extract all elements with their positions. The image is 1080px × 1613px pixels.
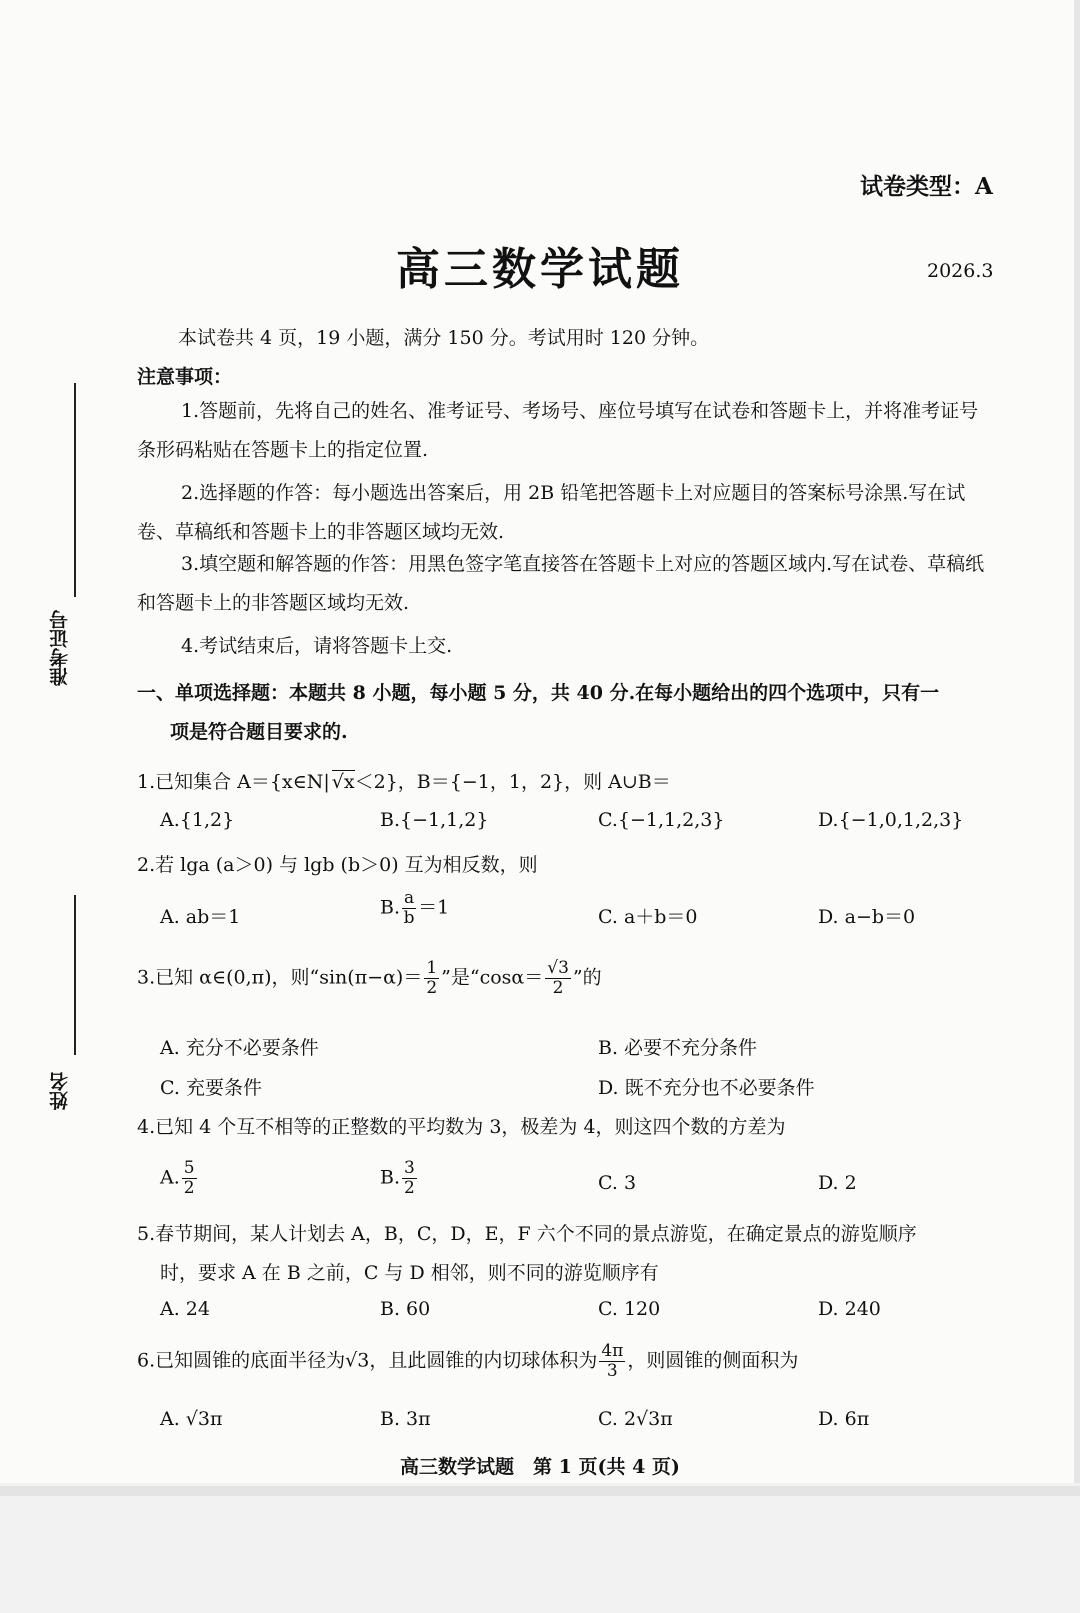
exam-intro: 本试卷共 4 页，19 小题，满分 150 分。考试用时 120 分钟。	[178, 327, 710, 349]
notice-item-4: 4.考试结束后，请将答题卡上交.	[181, 635, 453, 657]
fraction: $\frac{a}{b}$	[403, 888, 415, 928]
question-3-option-d: D. 既不充分也不必要条件	[598, 1077, 815, 1099]
question-5-stem-line1: 5.春节期间，某人计划去 A，B，C，D，E，F 六个不同的景点游览，在确定景点的游览顺序	[137, 1223, 917, 1245]
question-2-option-c: C. a＋b＝0	[598, 906, 698, 928]
notice-item-1: 1.答题前，先将自己的姓名、准考证号、考场号、座位号填写在试卷和答题卡上，并将准考证号条形码粘贴在答题卡上的指定位置.	[137, 400, 979, 461]
question-3-option-c: C. 充要条件	[160, 1077, 262, 1099]
page-title: 高三数学试题	[396, 244, 684, 295]
question-4-option-a: A. $\frac{5}{2}$	[160, 1158, 195, 1198]
question-6-option-a: A. √3π	[160, 1408, 223, 1430]
exam-id-label: 准考证号	[49, 610, 71, 686]
question-3-stem: 3.已知 α∈(0,π)，则“sin(π−α)＝ $\frac{1}{2}$ ”是“cosα＝ $\frac{√3}{2}$ ”的	[137, 958, 602, 998]
question-3-option-a: A. 充分不必要条件	[160, 1037, 319, 1059]
question-1-stem: 1.已知集合 A＝{x∈N| √x＜2}，B＝{−1，1，2}，则 A∪B＝	[137, 771, 671, 793]
question-6-stem: 6.已知圆锥的底面半径为√3，且此圆锥的内切球体积为 $\frac{4\pi}{3}$ ，则圆锥的侧面积为	[137, 1341, 799, 1381]
question-2-stem: 2.若 lga (a＞0) 与 lgb (b＞0) 互为相反数，则	[137, 854, 538, 876]
section-heading-line1: 一、单项选择题：本题共 8 小题，每小题 5 分，共 40 分.在每小题给出的四个选项中，只有一	[137, 682, 940, 704]
question-6-option-c: C. 2√3π	[598, 1408, 673, 1430]
question-1-option-a: A.{1,2}	[160, 809, 235, 831]
section-heading-line2: 项是符合题目要求的.	[170, 721, 348, 743]
question-5-stem-line2: 时，要求 A 在 B 之前，C 与 D 相邻，则不同的游览顺序有	[160, 1262, 659, 1284]
exam-date: 2026.3	[927, 260, 994, 282]
question-5-option-d: D. 240	[818, 1298, 881, 1320]
fraction: $\frac{4\pi}{3}$	[601, 1341, 624, 1381]
question-4-option-d: D. 2	[818, 1172, 857, 1194]
question-1-option-c: C.{−1,1,2,3}	[598, 809, 725, 831]
question-1-option-b: B.{−1,1,2}	[380, 809, 489, 831]
question-5-option-b: B. 60	[380, 1298, 431, 1320]
question-5-option-a: A. 24	[160, 1298, 210, 1320]
fraction: $\frac{5}{2}$	[183, 1158, 195, 1198]
name-line	[74, 895, 76, 1055]
question-4-option-c: C. 3	[598, 1172, 637, 1194]
exam-id-line	[74, 383, 76, 597]
question-2-option-b: B. $\frac{a}{b}$ ＝1	[380, 888, 450, 928]
question-4-stem: 4.已知 4 个互不相等的正整数的平均数为 3，极差为 4，则这四个数的方差为	[137, 1116, 786, 1138]
notice-item-3: 3.填空题和解答题的作答：用黑色签字笔直接答在答题卡上对应的答题区域内.写在试卷、草稿纸和答题卡上的非答题区域均无效.	[137, 553, 985, 614]
question-2-option-a: A. ab＝1	[160, 906, 241, 928]
page-footer: 高三数学试题 第 1 页(共 4 页)	[400, 1456, 680, 1478]
name-label: 姓名	[49, 1072, 71, 1110]
question-6-option-d: D. 6π	[818, 1408, 870, 1430]
question-1-option-d: D.{−1,0,1,2,3}	[818, 809, 964, 831]
question-5-option-c: C. 120	[598, 1298, 661, 1320]
notice-heading: 注意事项：	[137, 366, 233, 388]
question-4-option-b: B. $\frac{3}{2}$	[380, 1158, 415, 1198]
fraction: $\frac{1}{2}$	[426, 958, 438, 998]
question-3-option-b: B. 必要不充分条件	[598, 1037, 758, 1059]
page-edge-shadow	[1074, 0, 1080, 1483]
question-2-option-d: D. a−b＝0	[818, 906, 916, 928]
notice-item-2: 2.选择题的作答：每小题选出答案后，用 2B 铅笔把答题卡上对应题目的答案标号涂黑.写在试卷、草稿纸和答题卡上的非答题区域均无效.	[137, 482, 966, 543]
fraction: $\frac{√3}{2}$	[547, 958, 569, 998]
paper-type: 试卷类型：A	[860, 173, 993, 200]
fraction: $\frac{3}{2}$	[404, 1158, 415, 1198]
page-bottom-band	[0, 1486, 1080, 1496]
question-6-option-b: B. 3π	[380, 1408, 431, 1430]
